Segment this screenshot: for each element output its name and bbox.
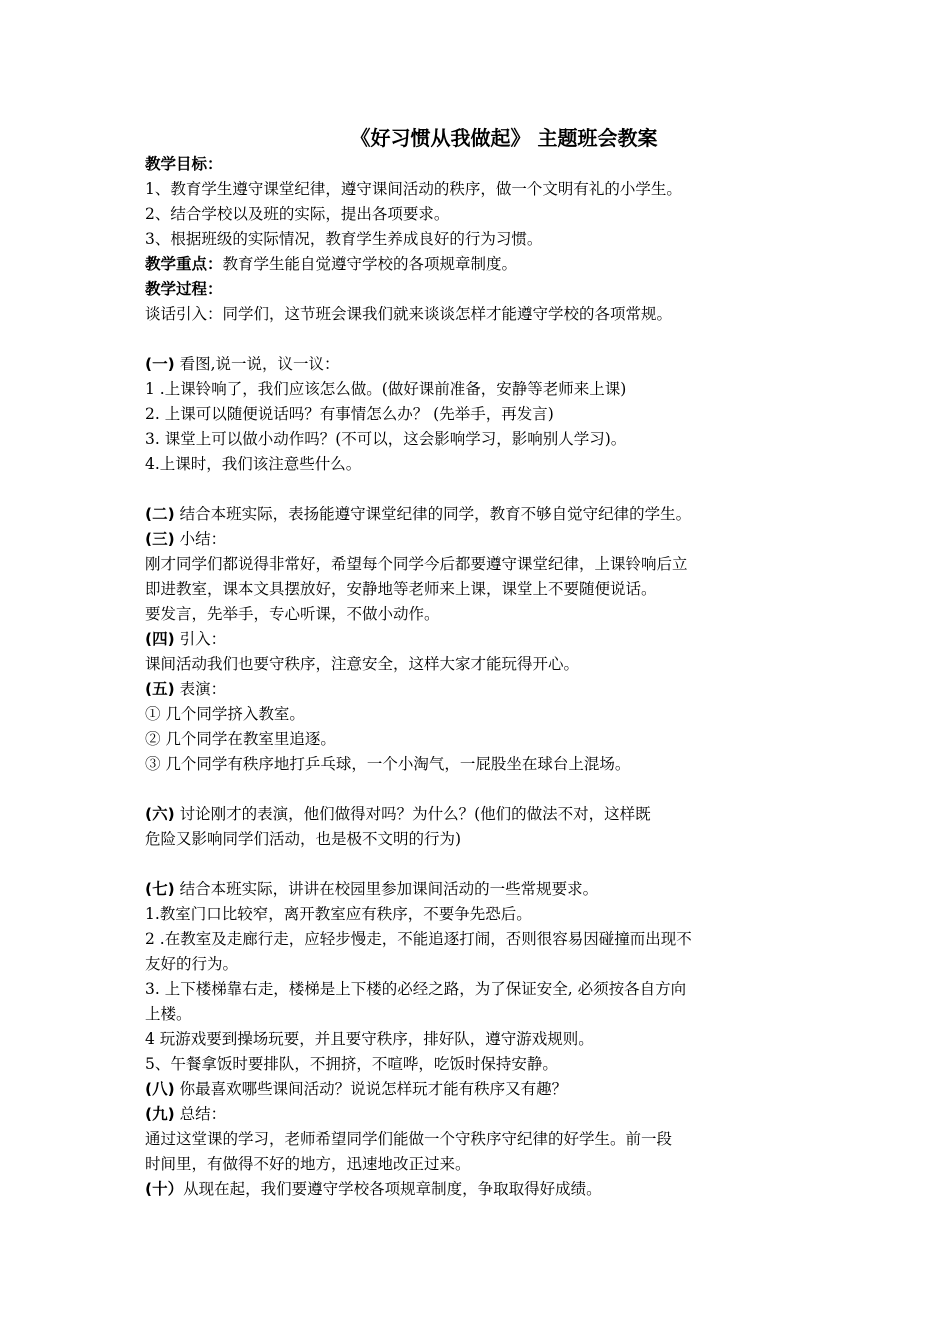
focus-line (145, 252, 835, 277)
section-number: (九) (145, 1105, 175, 1123)
lesson-plan (145, 124, 835, 1202)
section-text: 看图,说一说，议一议： (174, 355, 340, 373)
section-1-item: 4.上课时，我们该注意些什么。 (145, 455, 362, 473)
section-6-heading (145, 802, 835, 827)
document-title: 《好习惯从我做起》 主题班会教案 (350, 126, 658, 150)
performance-item: ① 几个同学挤入教室。 (145, 705, 305, 723)
section-3-heading (145, 527, 835, 552)
section-text: 从现在起，我们要遵守学校各项规章制度，争取取得好成绩。 (183, 1180, 602, 1198)
section-text: 小结： (174, 530, 227, 548)
section-1-heading (145, 352, 835, 377)
section-number: (六) (145, 805, 175, 823)
rule-item: 4 玩游戏要到操场玩要，并且要守秩序，排好队，遵守游戏规则。 (145, 1030, 594, 1048)
section-7-heading (145, 877, 835, 902)
conclusion-paragraph: 通过这堂课的学习，老师希望同学们能做一个守秩序守纪律的好学生。前一段 (145, 1130, 673, 1148)
conclusion-paragraph: 时间里，有做得不好的地方，迅速地改正过来。 (145, 1155, 471, 1173)
section-number: (二) (145, 505, 175, 523)
section-1-item: 2. 上课可以随便说话吗？有事情怎么办？ (先举手，再发言) (145, 405, 554, 423)
process-heading: 教学过程： (145, 280, 223, 298)
section-1-item: 3. 课堂上可以做小动作吗？(不可以，这会影响学习，影响别人学习)。 (145, 430, 627, 448)
section-text: 结合本班实际，表扬能遵守课堂纪律的同学，教育不够自觉守纪律的学生。 (174, 505, 692, 523)
section-text: 你最喜欢哪些课间活动？说说怎样玩才能有秩序又有趣？ (174, 1080, 568, 1098)
section-10-heading (145, 1177, 835, 1202)
section-number: (五) (145, 680, 175, 698)
focus-text: 教育学生能自觉遵守学校的各项规章制度。 (222, 255, 518, 273)
section-number: (十） (145, 1180, 184, 1198)
objectives-heading: 教学目标： (145, 155, 223, 173)
section-number: (三) (145, 530, 175, 548)
rule-item: 2 .在教室及走廊行走，应轻步慢走，不能追逐打闹，否则很容易因碰撞而出现不 (145, 930, 692, 948)
section-8-heading (145, 1077, 835, 1102)
section-text: 引入： (174, 630, 227, 648)
rule-item: 上楼。 (145, 1005, 192, 1023)
process-intro: 谈话引入：同学们，这节班会课我们就来谈谈怎样才能遵守学校的各项常规。 (145, 305, 673, 323)
summary-paragraph: 要发言，先举手，专心听课，不做小动作。 (145, 605, 440, 623)
summary-paragraph: 刚才同学们都说得非常好，希望每个同学今后都要遵守课堂纪律，上课铃响后立 (145, 555, 688, 573)
section-4-paragraph: 课间活动我们也要守秩序，注意安全，这样大家才能玩得开心。 (145, 655, 580, 673)
section-2-heading (145, 502, 835, 527)
section-1-item: 1 .上课铃响了，我们应该怎么做。(做好课前准备，安静等老师来上课) (145, 380, 627, 398)
performance-item: ② 几个同学在教室里追逐。 (145, 730, 336, 748)
section-text: 表演： (174, 680, 227, 698)
section-number: (七) (145, 880, 175, 898)
section-6-paragraph: 危险又影响同学们活动，也是极不文明的行为) (145, 830, 462, 848)
summary-paragraph: 即进教室，课本文具摆放好，安静地等老师来上课，课堂上不要随便说话。 (145, 580, 657, 598)
rule-item: 1.教室门口比较窄，离开教室应有秩序，不要争先恐后。 (145, 905, 532, 923)
section-text: 讨论刚才的表演，他们做得对吗？为什么？(他们的做法不对，这样既 (174, 805, 651, 823)
performance-item: ③ 几个同学有秩序地打乒乓球，一个小淘气，一屁股坐在球台上混场。 (145, 755, 631, 773)
rule-item: 5、午餐拿饭时要排队，不拥挤，不喧哗，吃饭时保持安静。 (145, 1055, 558, 1073)
section-number: (八) (145, 1080, 175, 1098)
rule-item: 友好的行为。 (145, 955, 239, 973)
objective-item: 1、教育学生遵守课堂纪律，遵守课间活动的秩序，做一个文明有礼的小学生。 (145, 180, 682, 198)
objective-item: 2、结合学校以及班的实际，提出各项要求。 (145, 205, 450, 223)
section-9-heading (145, 1102, 835, 1127)
section-number: (一) (145, 355, 175, 373)
objective-item: 3、根据班级的实际情况，教育学生养成良好的行为习惯。 (145, 230, 543, 248)
section-text: 总结： (174, 1105, 227, 1123)
section-number: (四) (145, 630, 175, 648)
rule-item: 3. 上下楼梯靠右走，楼梯是上下楼的必经之路，为了保证安全, 必须按各自方向 (145, 980, 687, 998)
section-5-heading (145, 677, 835, 702)
section-4-heading (145, 627, 835, 652)
focus-heading: 教学重点： (145, 255, 223, 273)
section-text: 结合本班实际，讲讲在校园里参加课间活动的一些常规要求。 (174, 880, 599, 898)
